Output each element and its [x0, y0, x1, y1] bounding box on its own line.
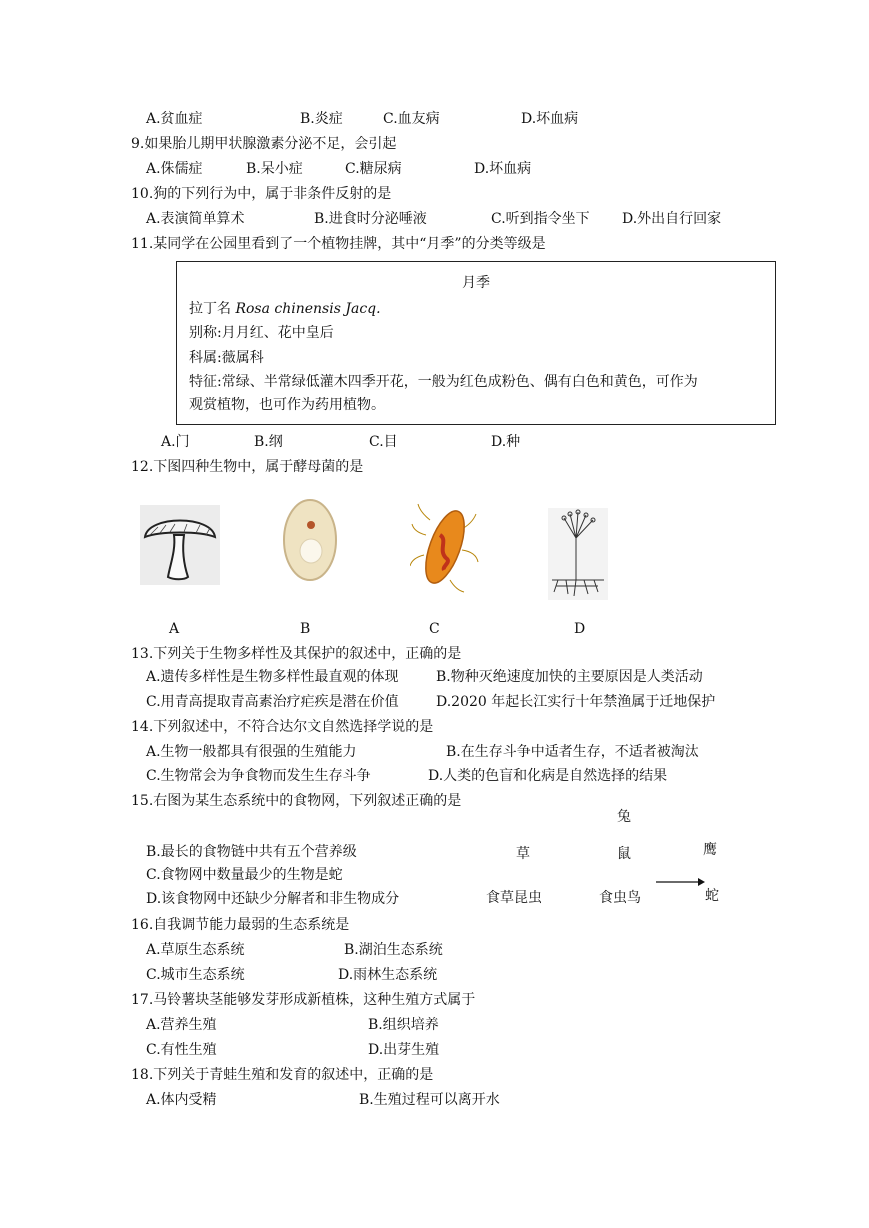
q12-label-b: B [300, 621, 311, 637]
q9-option-c: C.糖尿病 [345, 161, 402, 177]
q18-option-b: B.生殖过程可以离开水 [359, 1092, 500, 1108]
bacterium-image [410, 500, 480, 595]
q14-option-b: B.在生存斗争中适者生存，不适者被淘汰 [446, 744, 699, 760]
q15-option-b: B.最长的食物链中共有五个营养级 [146, 844, 357, 860]
mushroom-image [140, 505, 220, 585]
q8-option-b: B.炎症 [300, 111, 343, 127]
q11-option-c: C.目 [369, 434, 398, 450]
foodweb-insect: 食草昆虫 [486, 890, 542, 906]
q10-option-b: B.进食时分泌唾液 [314, 211, 427, 227]
plant-sign-box [176, 261, 776, 425]
q18-option-a: A.体内受精 [146, 1092, 217, 1108]
q12-stem: 12.下图四种生物中，属于酵母菌的是 [131, 459, 364, 475]
plant-sign-feature-line1: 特征:常绿、半常绿低灌木四季开花，一般为红色成粉色、偶有白色和黄色，可作为 [189, 374, 698, 390]
q17-option-d: D.出芽生殖 [368, 1042, 440, 1058]
plant-sign-feature-line2: 观赏植物，也可作为药用植物。 [189, 397, 385, 413]
q13-stem: 13.下列关于生物多样性及其保护的叙述中，正确的是 [131, 646, 462, 662]
q12-label-c: C [429, 621, 440, 637]
q12-label-d: D [574, 621, 586, 637]
q18-stem: 18.下列关于青蛙生殖和发育的叙述中，正确的是 [131, 1067, 434, 1083]
plant-sign-latin [189, 300, 381, 318]
q16-option-c: C.城市生态系统 [146, 967, 245, 983]
q9-option-b: B.呆小症 [246, 161, 303, 177]
foodweb-rabbit: 兔 [617, 809, 631, 825]
q12-label-a: A [169, 621, 180, 637]
mold-image [548, 508, 608, 600]
q13-option-b: B.物种灭绝速度加快的主要原因是人类活动 [436, 669, 703, 685]
plant-sign-alias: 别称:月月红、花中皇后 [189, 325, 334, 341]
q13-option-c: C.用青高提取青高素治疗疟疾是潜在价值 [146, 694, 399, 710]
q17-option-a: A.营养生殖 [146, 1017, 217, 1033]
q10-stem: 10.狗的下列行为中，属于非条件反射的是 [131, 186, 392, 202]
q10-option-c: C.听到指令坐下 [491, 211, 590, 227]
foodweb-snake: 蛇 [705, 888, 719, 904]
q15-stem: 15.右图为某生态系统中的食物网，下列叙述正确的是 [131, 793, 462, 809]
q15-option-c: C.食物网中数量最少的生物是蛇 [146, 867, 343, 883]
q17-option-b: B.组织培养 [368, 1017, 439, 1033]
q16-option-a: A.草原生态系统 [146, 942, 245, 958]
q13-option-d: D.2020 年起长江实行十年禁渔属于迁地保护 [436, 694, 716, 710]
q13-option-a: A.遗传多样性是生物多样性最直观的体现 [146, 669, 399, 685]
q9-option-a: A.侏儒症 [146, 161, 203, 177]
q8-option-a: A.贫血症 [146, 111, 203, 127]
q10-option-a: A.表演简单算术 [146, 211, 245, 227]
foodweb-bird: 食虫鸟 [599, 890, 641, 906]
foodweb-mouse: 鼠 [617, 846, 631, 862]
q11-option-d: D.种 [491, 434, 521, 450]
q15-option-d: D.该食物网中还缺少分解者和非生物成分 [146, 891, 400, 907]
plant-sign-title: 月季 [462, 275, 490, 291]
q8-option-c: C.血友病 [383, 111, 440, 127]
q9-option-d: D.坏血病 [474, 161, 532, 177]
q14-option-c: C.生物常会为争食物而发生生存斗争 [146, 768, 371, 784]
q11-option-a: A.门 [161, 434, 190, 450]
q14-option-d: D.人类的色盲和化病是自然选择的结果 [428, 768, 668, 784]
q16-option-b: B.湖泊生态系统 [344, 942, 443, 958]
foodweb-arrow [654, 876, 706, 888]
yeast-cell-image [280, 495, 340, 585]
plant-sign-latin-label: 拉丁名 [189, 301, 231, 317]
plant-sign-latin-name: Rosa chinensis Jacq. [235, 301, 381, 317]
q10-option-d: D.外出自行回家 [622, 211, 722, 227]
q14-option-a: A.生物一般都具有很强的生殖能力 [146, 744, 357, 760]
q16-option-d: D.雨林生态系统 [338, 967, 438, 983]
q16-stem: 16.自我调节能力最弱的生态系统是 [131, 917, 350, 933]
q11-option-b: B.纲 [254, 434, 283, 450]
plant-sign-family: 科属:薇属科 [189, 350, 264, 366]
q17-stem: 17.马铃薯块茎能够发芽形成新植株，这种生殖方式属于 [131, 992, 476, 1008]
q8-option-d: D.坏血病 [521, 111, 579, 127]
q11-stem: 11.某同学在公园里看到了一个植物挂牌，其中“月季”的分类等级是 [131, 236, 546, 252]
q17-option-c: C.有性生殖 [146, 1042, 217, 1058]
q14-stem: 14.下列叙述中，不符合达尔文自然选择学说的是 [131, 719, 434, 735]
foodweb-grass: 草 [516, 846, 530, 862]
foodweb-eagle: 鹰 [703, 842, 717, 858]
q9-stem: 9.如果胎儿期甲状腺激素分泌不足，会引起 [131, 136, 397, 152]
